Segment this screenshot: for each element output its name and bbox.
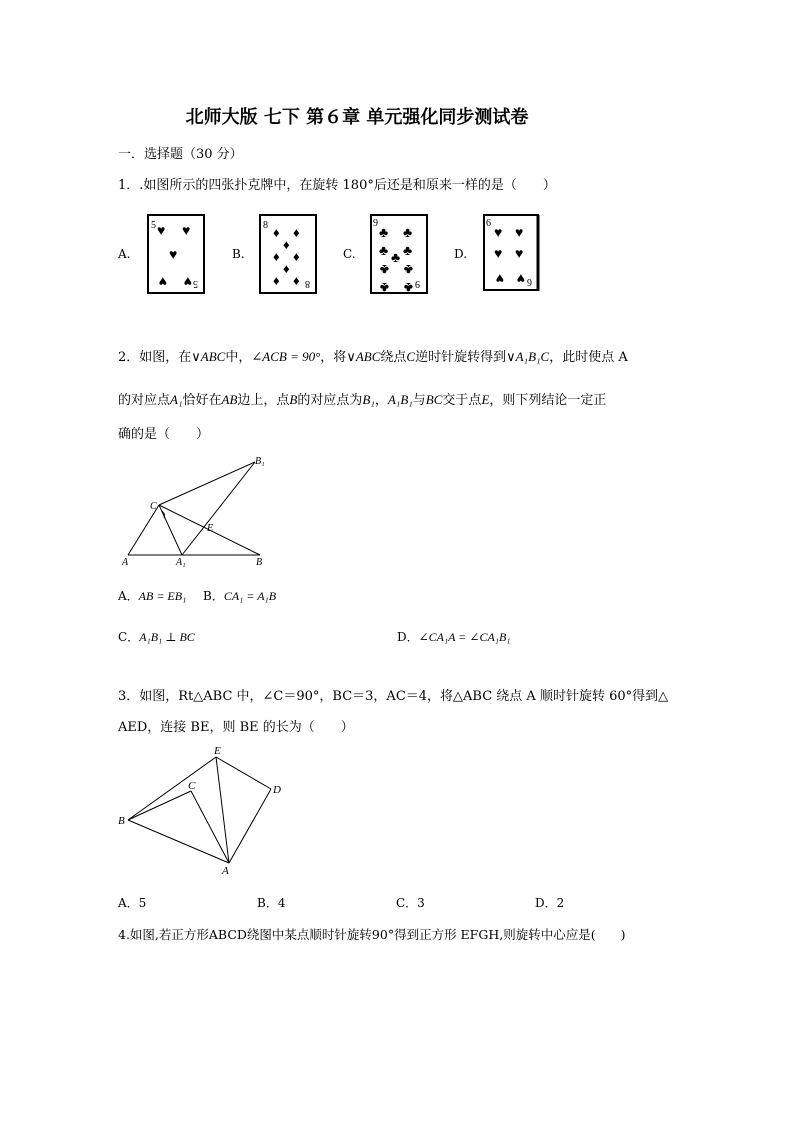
section-heading: 一．选择题（30 分） xyxy=(118,147,243,162)
vertex-label-e: E xyxy=(207,523,214,534)
diamond-icon: ♦ xyxy=(273,249,280,264)
club-icon: ♣ xyxy=(403,244,413,259)
diamond-icon: ♦ xyxy=(283,261,290,276)
vertex-label-b1: B₁ xyxy=(255,456,265,467)
vertex-label-a1: A₁ xyxy=(176,557,186,568)
page-title: 北师大版 七下 第６章 单元强化同步测试卷 xyxy=(185,107,529,128)
question-3-line-1: 3．如图，Rt△ABC 中，∠C＝90°，BC＝3，AC＝4，将△ABC 绕点 A 顺时针旋转 60°得到△ xyxy=(118,689,669,704)
heart-icon: ♥ xyxy=(182,224,191,239)
diamond-icon: ♦ xyxy=(293,249,300,264)
card-rank-label-rotated: 6 xyxy=(527,276,532,287)
question-3-line-2: AED，连接 BE，则 BE 的长为（ ） xyxy=(118,720,354,735)
q1-option-a-label: A. xyxy=(118,247,131,261)
club-icon: ♣ xyxy=(403,279,413,294)
vertex-label-a: A xyxy=(222,865,229,877)
club-icon: ♣ xyxy=(379,261,389,276)
vertex-label-b: B xyxy=(256,557,263,568)
vertex-label-c: C xyxy=(150,501,157,512)
diamond-icon: ♦ xyxy=(283,237,290,252)
q2-option-d: D．∠CA₁A = ∠CA₁B₁ xyxy=(397,630,511,644)
card-rank-label: 5 xyxy=(151,220,156,231)
q2-option-c: C．A₁B₁ ⊥ BC xyxy=(118,630,195,644)
heart-icon: ♥ xyxy=(515,247,524,262)
heart-icon: ♥ xyxy=(169,248,178,263)
q3-option-b: B．4 xyxy=(257,896,286,910)
question-2-line-3: 确的是（ ） xyxy=(118,427,210,442)
playing-card-6-hearts xyxy=(482,213,542,293)
q3-option-d: D．2 xyxy=(535,896,565,910)
question-2-line-1: 2．如图，在∨ABC中，∠ACB = 90°，将∨ABC绕点C逆时针旋转得到∨A₁B₁C，此时使点 A xyxy=(118,349,628,365)
club-icon: ♣ xyxy=(379,226,389,241)
club-icon: ♣ xyxy=(403,226,413,241)
vertex-label-e: E xyxy=(214,745,221,757)
heart-icon: ♥ xyxy=(515,226,524,241)
heart-icon: ♥ xyxy=(516,270,525,285)
q3-option-c: C．3 xyxy=(396,896,425,910)
heart-icon: ♥ xyxy=(494,226,503,241)
q3-option-a: A．5 xyxy=(118,896,147,910)
vertex-label-c: C xyxy=(188,780,196,792)
diamond-icon: ♦ xyxy=(273,273,280,288)
q1-option-d-label: D. xyxy=(454,247,468,261)
card-rank-label: 9 xyxy=(373,218,378,229)
heart-icon: ♥ xyxy=(158,273,167,288)
playing-card-8-diamonds xyxy=(258,213,318,295)
club-icon: ♣ xyxy=(403,261,413,276)
card-rank-label-rotated: 9 xyxy=(415,278,420,289)
vertex-label-d: D xyxy=(273,784,281,796)
heart-icon: ♥ xyxy=(183,273,192,288)
diamond-icon: ♦ xyxy=(293,273,300,288)
card-rank-label-rotated: 5 xyxy=(193,278,198,289)
card-rank-label: 8 xyxy=(263,220,268,231)
heart-icon: ♥ xyxy=(157,224,166,239)
vertex-label-b: B xyxy=(118,815,125,827)
question-1-stem: 1．.如图所示的四张扑克牌中，在旋转 180°后还是和原来一样的是（ ） xyxy=(118,178,556,193)
playing-card-9-clubs xyxy=(369,213,429,295)
question-4-stem: 4.如图,若正方形ABCD绕图中某点顺时针旋转90°得到正方形 EFGH,则旋转中心应是( ) xyxy=(118,927,626,942)
question-2-line-2: 的对应点A₁恰好在AB边上，点B的对应点为B₁，A₁B₁与BC交于点E，则下列结论一定正 xyxy=(118,392,607,408)
q2-option-b: B．CA₁ = A₁B xyxy=(203,589,277,603)
q1-option-b-label: B. xyxy=(232,247,245,261)
playing-card-5-hearts xyxy=(146,213,206,295)
q1-option-c-label: C. xyxy=(343,247,356,261)
club-icon: ♣ xyxy=(391,251,401,266)
club-icon: ♣ xyxy=(379,244,389,259)
q3-rotation-figure xyxy=(116,742,291,877)
card-rank-label: 6 xyxy=(486,218,491,229)
heart-icon: ♥ xyxy=(495,270,504,285)
vertex-label-a: A xyxy=(122,557,129,568)
q2-option-a: A．AB = EB₁ xyxy=(118,589,187,603)
club-icon: ♣ xyxy=(379,279,389,294)
diamond-icon: ♦ xyxy=(293,225,300,240)
q2-rotation-figure xyxy=(116,452,276,572)
diamond-icon: ♦ xyxy=(273,225,280,240)
heart-icon: ♥ xyxy=(494,247,503,262)
card-rank-label-rotated: 8 xyxy=(305,278,310,289)
